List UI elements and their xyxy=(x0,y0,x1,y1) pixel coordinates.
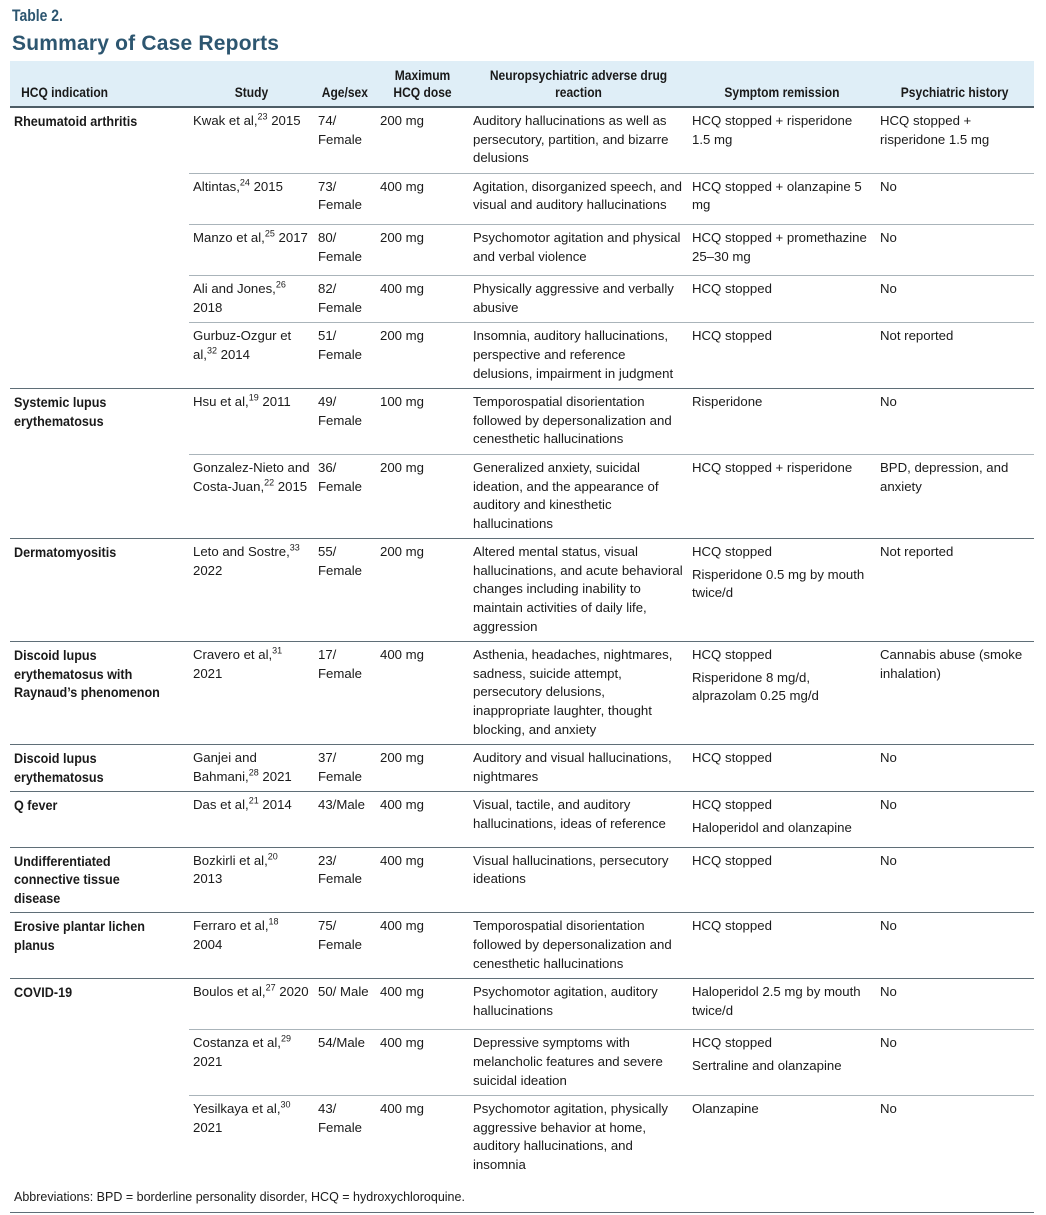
cell-remission: HCQ stopped Sertraline and olanzapine xyxy=(688,1030,876,1096)
cell-history: No xyxy=(876,979,1034,1030)
cell-dose: 200 mg xyxy=(376,323,469,389)
cell-study: Ganjei and Bahmani,$^{28}$ 2021 xyxy=(189,745,314,792)
cell-history: No xyxy=(876,276,1034,323)
table-row xyxy=(10,745,1034,792)
table-label: Table 2. xyxy=(12,6,63,25)
header-age-sex: Age/sex xyxy=(314,61,376,107)
cell-dose: 400 mg xyxy=(376,1096,469,1180)
footnote: Abbreviations: BPD = borderline personality disorder, HCQ = hydroxychloroquine. xyxy=(10,1190,1034,1213)
cell-reaction: Visual, tactile, and auditory hallucinations, ideas of reference xyxy=(469,792,688,847)
cell-indication: Q fever xyxy=(10,792,189,847)
cell-study: Gonzalez-Nieto and Costa-Juan,$^{22}$ 2015 xyxy=(189,454,314,538)
cell-age-sex: 23/ Female xyxy=(314,847,376,913)
cell-remission: HCQ stopped Haloperidol and olanzapine xyxy=(688,792,876,847)
table-row xyxy=(10,107,1034,173)
cell-age-sex: 55/ Female xyxy=(314,539,376,642)
cell-study: Hsu et al,$^{19}$ 2011 xyxy=(189,389,314,455)
cell-remission: HCQ stopped xyxy=(688,913,876,979)
table-row xyxy=(10,792,1034,847)
cell-history: Not reported xyxy=(876,539,1034,642)
cell-history: BPD, depression, and anxiety xyxy=(876,454,1034,538)
cell-history: Not reported xyxy=(876,323,1034,389)
cell-dose: 400 mg xyxy=(376,792,469,847)
cell-reaction: Depressive symptoms with melancholic features and severe suicidal ideation xyxy=(469,1030,688,1096)
cell-age-sex: 73/ Female xyxy=(314,173,376,224)
cell-remission: HCQ stopped xyxy=(688,323,876,389)
cell-reaction: Psychomotor agitation, physically aggressive behavior at home, auditory hallucinations, and insomnia xyxy=(469,1096,688,1180)
cell-age-sex: 74/ Female xyxy=(318,113,362,147)
cell-reaction: Agitation, disorganized speech, and visual and auditory hallucinations xyxy=(469,173,688,224)
header-study: Study xyxy=(189,61,314,107)
cell-age-sex: 82/ Female xyxy=(314,276,376,323)
cell-dose: 200 mg xyxy=(376,224,469,275)
cell-dose: 200 mg xyxy=(376,745,469,792)
header-history: Psychiatric history xyxy=(876,61,1034,107)
cell-dose: 400 mg xyxy=(376,642,469,745)
cell-reaction: Auditory hallucinations as well as persecutory, partition, and bizarre delusions xyxy=(473,113,669,166)
cell-indication: Discoid lupus erythematosus with Raynaud’s phenomenon xyxy=(10,642,189,745)
cell-history: No xyxy=(876,224,1034,275)
cell-study: Das et al,$^{21}$ 2014 xyxy=(189,792,314,847)
cell-reaction: Altered mental status, visual hallucinations, and acute behavioral changes including inability to maintain activities of daily life, aggression xyxy=(469,539,688,642)
table-row xyxy=(10,389,1034,455)
cell-history: Cannabis abuse (smoke inhalation) xyxy=(876,642,1034,745)
cell-age-sex: 50/ Male xyxy=(314,979,376,1030)
cell-history: No xyxy=(876,389,1034,455)
cell-study: Leto and Sostre,$^{33}$ 2022 xyxy=(189,539,314,642)
cell-study: Cravero et al,$^{31}$ 2021 xyxy=(189,642,314,745)
cell-history: No xyxy=(876,847,1034,913)
cell-reaction: Auditory and visual hallucinations, nightmares xyxy=(469,745,688,792)
cell-history: No xyxy=(876,792,1034,847)
cell-history: HCQ stopped + risperidone 1.5 mg xyxy=(880,113,990,147)
cell-reaction: Psychomotor agitation, auditory hallucinations xyxy=(469,979,688,1030)
cell-dose: 400 mg xyxy=(376,276,469,323)
table-row xyxy=(10,642,1034,745)
cell-remission: HCQ stopped Risperidone 0.5 mg by mouth twice/d xyxy=(688,539,876,642)
cell-reaction: Asthenia, headaches, nightmares, sadness, suicide attempt, persecutory delusions, inappropriate laughter, thought blocking, and anxiety xyxy=(469,642,688,745)
table-row xyxy=(10,913,1034,979)
table-row xyxy=(10,539,1034,642)
cell-study: Yesilkaya et al,$^{30}$ 2021 xyxy=(189,1096,314,1180)
cell-indication: Discoid lupus erythematosus xyxy=(10,745,189,792)
cell-age-sex: 75/ Female xyxy=(314,913,376,979)
cell-age-sex: 54/Male xyxy=(314,1030,376,1096)
cell-study: Altintas,$^{24}$ 2015 xyxy=(189,173,314,224)
cell-study: Kwak et al,$^{23}$ 2015 xyxy=(193,111,301,128)
cell-reaction: Visual hallucinations, persecutory ideations xyxy=(469,847,688,913)
cell-dose: 200 mg xyxy=(376,454,469,538)
cell-study: Boulos et al,$^{27}$ 2020 xyxy=(189,979,314,1030)
cell-reaction: Generalized anxiety, suicidal ideation, and the appearance of auditory and kinesthetic hallucinations xyxy=(469,454,688,538)
table-figure xyxy=(10,0,1036,1213)
cell-study: Bozkirli et al,$^{20}$ 2013 xyxy=(189,847,314,913)
cell-indication: Rheumatoid arthritis xyxy=(14,113,138,129)
cell-study: Ali and Jones,$^{26}$ 2018 xyxy=(189,276,314,323)
header-indication: HCQ indication xyxy=(10,61,189,107)
cell-dose: 400 mg xyxy=(376,979,469,1030)
cell-remission: HCQ stopped Risperidone 8 mg/d, alprazolam 0.25 mg/d xyxy=(688,642,876,745)
cell-remission: HCQ stopped xyxy=(688,276,876,323)
table-row xyxy=(10,979,1034,1030)
cell-indication: Dermatomyositis xyxy=(10,539,189,642)
cell-dose: 100 mg xyxy=(376,389,469,455)
cell-age-sex: 17/ Female xyxy=(314,642,376,745)
cell-remission: HCQ stopped xyxy=(688,745,876,792)
cell-study: Costanza et al,$^{29}$ 2021 xyxy=(189,1030,314,1096)
cell-study: Gurbuz-Ozgur et al,$^{32}$ 2014 xyxy=(189,323,314,389)
cell-remission: Olanzapine xyxy=(688,1096,876,1180)
cell-age-sex: 36/ Female xyxy=(314,454,376,538)
header-dose: Maximum HCQ dose xyxy=(376,61,469,107)
cell-reaction: Insomnia, auditory hallucinations, perspective and reference delusions, impairment in judgment xyxy=(469,323,688,389)
cell-history: No xyxy=(876,1030,1034,1096)
cell-reaction: Psychomotor agitation and physical and verbal violence xyxy=(469,224,688,275)
cell-reaction: Physically aggressive and verbally abusive xyxy=(469,276,688,323)
cell-indication: COVID-19 xyxy=(10,979,189,1180)
cell-age-sex: 43/Male xyxy=(314,792,376,847)
cell-age-sex: 51/ Female xyxy=(314,323,376,389)
cell-reaction: Temporospatial disorientation followed by depersonalization and cenesthetic hallucinations xyxy=(469,913,688,979)
cell-study: Manzo et al,$^{25}$ 2017 xyxy=(189,224,314,275)
header-reaction: Neuropsychiatric adverse drug reaction xyxy=(469,61,688,107)
cell-remission: HCQ stopped + risperidone xyxy=(688,454,876,538)
case-reports-table xyxy=(10,61,1034,1180)
cell-remission: HCQ stopped + promethazine 25–30 mg xyxy=(688,224,876,275)
cell-dose: 400 mg xyxy=(376,847,469,913)
cell-age-sex: 43/ Female xyxy=(314,1096,376,1180)
cell-history: No xyxy=(876,745,1034,792)
cell-study: Ferraro et al,$^{18}$ 2004 xyxy=(189,913,314,979)
cell-remission: Haloperidol 2.5 mg by mouth twice/d xyxy=(688,979,876,1030)
table-title: Summary of Case Reports xyxy=(12,32,280,55)
cell-remission: HCQ stopped xyxy=(688,847,876,913)
header-remission: Symptom remission xyxy=(688,61,876,107)
cell-dose: 200 mg xyxy=(380,113,424,128)
cell-dose: 400 mg xyxy=(376,1030,469,1096)
cell-age-sex: 37/ Female xyxy=(314,745,376,792)
cell-reaction: Temporospatial disorientation followed by depersonalization and cenesthetic hallucinations xyxy=(469,389,688,455)
cell-dose: 200 mg xyxy=(376,539,469,642)
cell-dose: 400 mg xyxy=(376,913,469,979)
cell-remission: HCQ stopped + risperidone 1.5 mg xyxy=(692,113,853,147)
cell-history: No xyxy=(876,173,1034,224)
cell-indication: Erosive plantar lichen planus xyxy=(10,913,189,979)
cell-history: No xyxy=(876,1096,1034,1180)
cell-indication: Undifferentiated connective tissue disease xyxy=(10,847,189,913)
cell-indication: Systemic lupus erythematosus xyxy=(10,389,189,539)
cell-age-sex: 80/ Female xyxy=(314,224,376,275)
cell-age-sex: 49/ Female xyxy=(314,389,376,455)
table-row xyxy=(10,847,1034,913)
cell-remission: Risperidone xyxy=(688,389,876,455)
cell-dose: 400 mg xyxy=(376,173,469,224)
cell-history: No xyxy=(876,913,1034,979)
cell-remission: HCQ stopped + olanzapine 5 mg xyxy=(688,173,876,224)
header-row xyxy=(10,61,1034,107)
